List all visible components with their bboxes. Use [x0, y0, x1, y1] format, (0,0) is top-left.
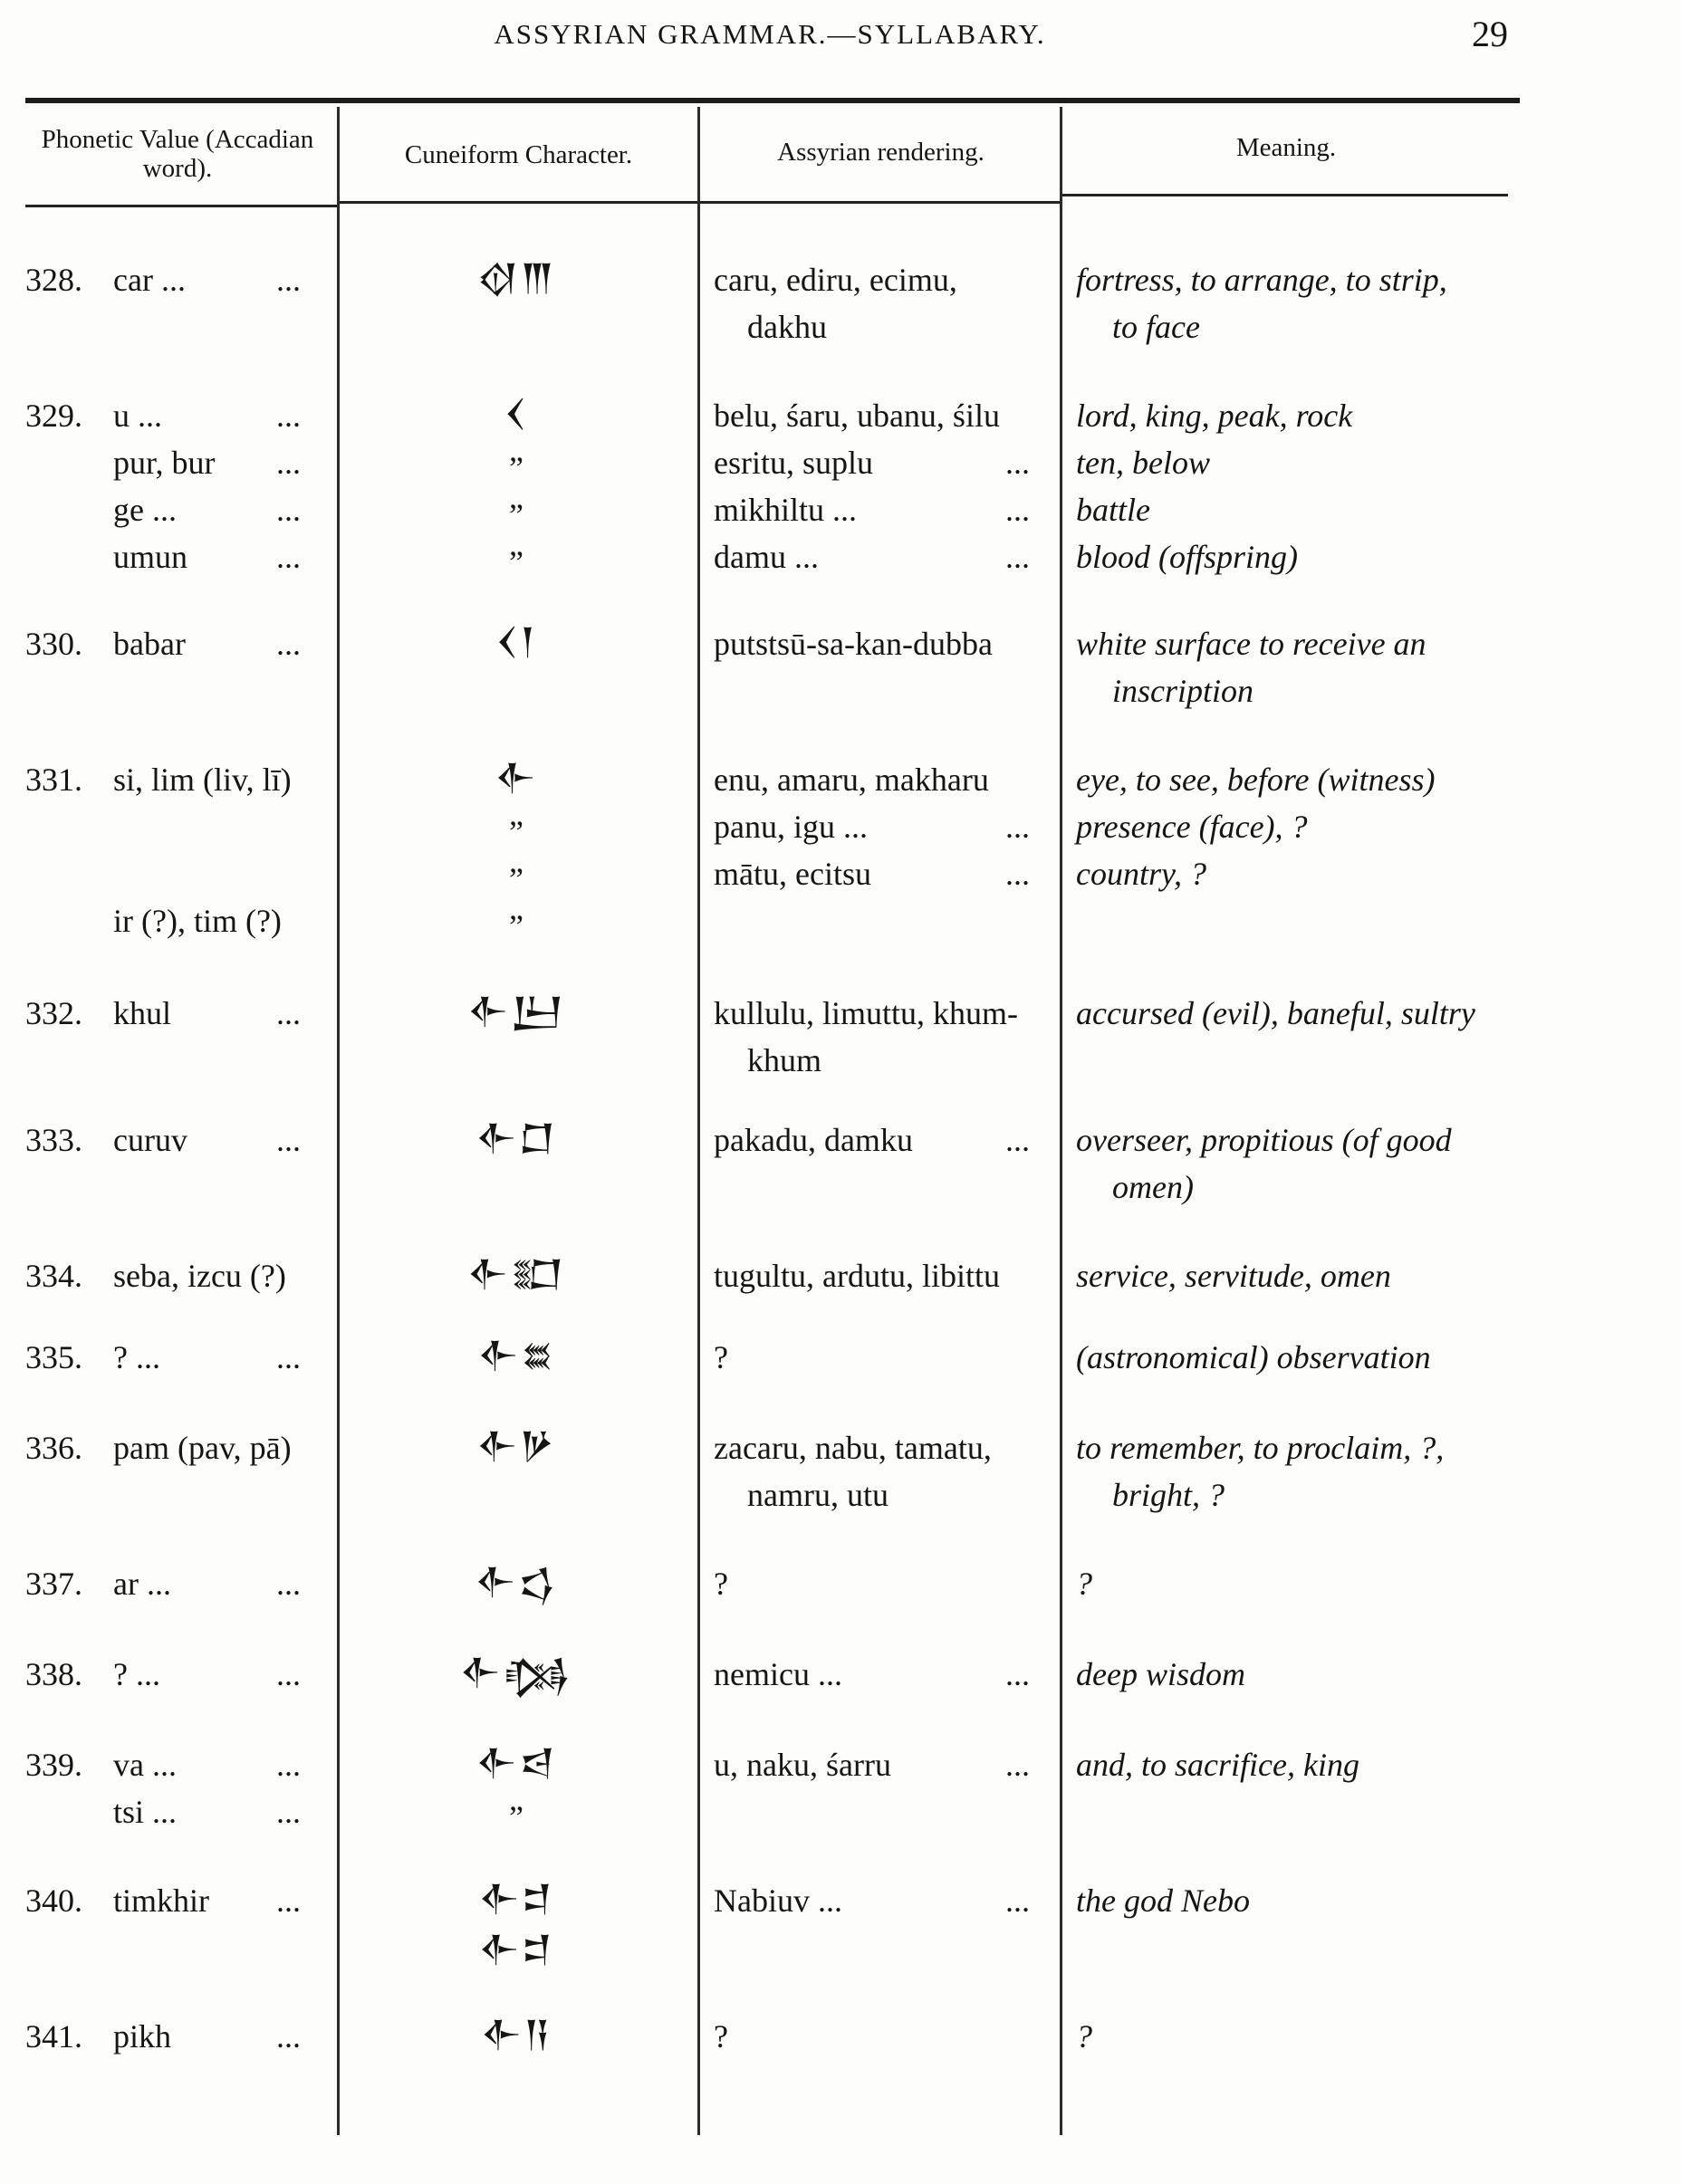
dot-leader: ... — [276, 2018, 301, 2055]
cuneiform-sign: 𒅆𒄑 — [478, 1878, 554, 1920]
meaning: to remember, to proclaim, ?, — [1076, 1430, 1445, 1466]
cuneiform-sign: 𒌋 — [504, 393, 529, 435]
phonetic-value: si, lim (liv, lī) — [113, 762, 292, 798]
column-header-assyrian: Assyrian rendering. — [777, 138, 985, 167]
assyrian-rendering: putstsū-sa-kan-dubba — [714, 626, 993, 662]
assyrian-rendering: pakadu, damku — [714, 1122, 913, 1158]
entry-number: 340. — [25, 1882, 82, 1919]
phonetic-value: seba, izcu (?) — [113, 1258, 286, 1294]
phonetic-value: car ... — [113, 262, 186, 298]
cuneiform-sign: 𒅆𒌓 — [475, 1561, 558, 1603]
meaning: inscription — [1112, 673, 1254, 709]
meaning: service, servitude, omen — [1076, 1258, 1391, 1294]
meaning: eye, to see, before (witness) — [1076, 762, 1436, 798]
header-rule — [1062, 194, 1508, 196]
meaning: white surface to receive an — [1076, 626, 1426, 662]
phonetic-value: babar — [113, 626, 186, 662]
column-divider — [697, 107, 700, 2135]
cuneiform-sign: 𒅆𒃻 — [475, 1425, 557, 1467]
cuneiform-sign: 𒌋𒁹 — [495, 621, 537, 663]
assyrian-rendering: kullulu, limuttu, khum- — [714, 995, 1019, 1031]
phonetic-value: tsi ... — [113, 1794, 178, 1830]
meaning: accursed (evil), baneful, sultry — [1076, 995, 1475, 1031]
entry-number: 332. — [25, 995, 82, 1031]
column-header-phonetic: Phonetic Value (Accadian word). — [41, 125, 314, 183]
assyrian-rendering: zacaru, nabu, tamatu, — [714, 1430, 992, 1466]
phonetic-value: ? ... — [113, 1656, 160, 1692]
entry-number: 336. — [25, 1430, 82, 1466]
ditto-mark: ” — [509, 497, 524, 533]
entry-number: 330. — [25, 626, 82, 662]
entry-number: 334. — [25, 1258, 82, 1294]
phonetic-value: ge ... — [113, 492, 177, 528]
dot-leader: ... — [276, 1794, 301, 1830]
dot-leader: ... — [276, 1566, 301, 1602]
cuneiform-sign: 𒅆𒄑 — [478, 1929, 554, 1970]
assyrian-rendering: enu, amaru, makharu — [714, 762, 989, 798]
phonetic-value: timkhir — [113, 1882, 209, 1919]
entry-number: 341. — [25, 2018, 82, 2055]
header-rule — [700, 201, 1060, 204]
meaning: bright, ? — [1112, 1477, 1225, 1513]
ditto-mark: ” — [509, 450, 524, 486]
assyrian-rendering: mātu, ecitsu — [714, 856, 871, 892]
meaning: (astronomical) observation — [1076, 1339, 1431, 1375]
meaning: and, to sacrifice, king — [1076, 1747, 1359, 1783]
cuneiform-sign: 𒅆𒁆 — [459, 1652, 573, 1693]
header-rule — [25, 205, 337, 207]
meaning: fortress, to arrange, to strip, — [1076, 262, 1447, 298]
column-divider — [1060, 107, 1062, 2135]
phonetic-value: khul — [113, 995, 172, 1031]
dot-leader: ... — [276, 492, 301, 528]
dot-leader: ... — [276, 539, 301, 575]
assyrian-rendering: Nabiuv ... — [714, 1882, 842, 1919]
assyrian-rendering: ? — [714, 1566, 728, 1602]
phonetic-value: pur, bur — [113, 445, 216, 481]
ditto-mark: ” — [509, 814, 524, 850]
dot-leader: ... — [1005, 1747, 1030, 1783]
cuneiform-sign: 𒅆 — [495, 757, 538, 799]
dot-leader: ... — [276, 398, 301, 434]
meaning: blood (offspring) — [1076, 539, 1299, 575]
dot-leader: ... — [276, 995, 301, 1031]
phonetic-value: pam (pav, pā) — [113, 1430, 292, 1466]
top-rule — [25, 98, 1520, 103]
assyrian-rendering: belu, śaru, ubanu, śilu — [714, 398, 1000, 434]
cuneiform-sign: 𒅆𒆸 — [475, 1117, 558, 1159]
assyrian-rendering: namru, utu — [747, 1477, 889, 1513]
column-header-meaning: Meaning. — [1235, 133, 1337, 162]
meaning: to face — [1112, 309, 1200, 345]
dot-leader: ... — [276, 1339, 301, 1375]
entry-number: 328. — [25, 262, 82, 298]
dot-leader: ... — [1005, 492, 1030, 528]
column-header-cuneiform: Cuneiform Character. — [404, 140, 633, 169]
ditto-mark: ” — [509, 861, 524, 897]
header-rule — [340, 201, 697, 204]
dot-leader: ... — [276, 626, 301, 662]
running-head: ASSYRIAN GRAMMAR.—SYLLABARY. — [494, 18, 1046, 50]
assyrian-rendering: damu ... — [714, 539, 819, 575]
cuneiform-sign: 𒅆𒁀 — [475, 1742, 557, 1784]
assyrian-rendering: nemicu ... — [714, 1656, 842, 1692]
dot-leader: ... — [1005, 1656, 1030, 1692]
assyrian-rendering: caru, ediru, ecimu, — [714, 262, 957, 298]
entry-number: 338. — [25, 1656, 82, 1692]
entry-number: 339. — [25, 1747, 82, 1783]
dot-leader: ... — [1005, 809, 1030, 845]
cuneiform-sign: 𒅆𒊬 — [466, 1253, 566, 1295]
assyrian-rendering: esritu, suplu — [714, 445, 873, 481]
assyrian-rendering: mikhiltu ... — [714, 492, 858, 528]
cuneiform-sign: 𒅆𒀀 — [480, 2014, 552, 2055]
dot-leader: ... — [1005, 856, 1030, 892]
ditto-mark: ” — [509, 1799, 524, 1835]
phonetic-value: ? ... — [113, 1339, 160, 1375]
phonetic-value: ir (?), tim (?) — [113, 903, 282, 939]
dot-leader: ... — [276, 1122, 301, 1158]
cuneiform-sign: 𒅆𒌨 — [466, 991, 566, 1032]
phonetic-value: pikh — [113, 2018, 172, 2055]
column-divider — [337, 107, 340, 2135]
meaning: overseer, propitious (of good — [1076, 1122, 1452, 1158]
meaning: country, ? — [1076, 856, 1206, 892]
meaning: deep wisdom — [1076, 1656, 1245, 1692]
dot-leader: ... — [1005, 445, 1030, 481]
meaning: presence (face), ? — [1076, 809, 1308, 845]
meaning: battle — [1076, 492, 1150, 528]
assyrian-rendering: u, naku, śarru — [714, 1747, 891, 1783]
cuneiform-sign: 𒋼𒐈 — [476, 257, 556, 299]
phonetic-value: va ... — [113, 1747, 177, 1783]
cuneiform-sign: 𒅆𒊺 — [476, 1335, 556, 1376]
dot-leader: ... — [276, 1882, 301, 1919]
dot-leader: ... — [276, 445, 301, 481]
phonetic-value: u ... — [113, 398, 162, 434]
meaning: lord, king, peak, rock — [1076, 398, 1353, 434]
assyrian-rendering: khum — [747, 1042, 822, 1078]
meaning: ten, below — [1076, 445, 1210, 481]
assyrian-rendering: panu, igu ... — [714, 809, 868, 845]
entry-number: 333. — [25, 1122, 82, 1158]
entry-number: 331. — [25, 762, 82, 798]
meaning: omen) — [1112, 1169, 1194, 1205]
entry-number: 337. — [25, 1566, 82, 1602]
phonetic-value: curuv — [113, 1122, 187, 1158]
phonetic-value: ar ... — [113, 1566, 171, 1602]
entry-number: 329. — [25, 398, 82, 434]
ditto-mark: ” — [509, 544, 524, 580]
assyrian-rendering: ? — [714, 2018, 728, 2055]
meaning: ? — [1076, 2018, 1092, 2055]
assyrian-rendering: tugultu, ardutu, libittu — [714, 1258, 1000, 1294]
page-number: 29 — [1472, 14, 1508, 54]
dot-leader: ... — [276, 1747, 301, 1783]
phonetic-value: umun — [113, 539, 188, 575]
assyrian-rendering: dakhu — [747, 309, 827, 345]
meaning: ? — [1076, 1566, 1092, 1602]
assyrian-rendering: ? — [714, 1339, 728, 1375]
meaning: the god Nebo — [1076, 1882, 1250, 1919]
ditto-mark: ” — [509, 908, 524, 944]
dot-leader: ... — [1005, 539, 1030, 575]
entry-number: 335. — [25, 1339, 82, 1375]
dot-leader: ... — [1005, 1882, 1030, 1919]
dot-leader: ... — [276, 262, 301, 298]
dot-leader: ... — [1005, 1122, 1030, 1158]
dot-leader: ... — [276, 1656, 301, 1692]
